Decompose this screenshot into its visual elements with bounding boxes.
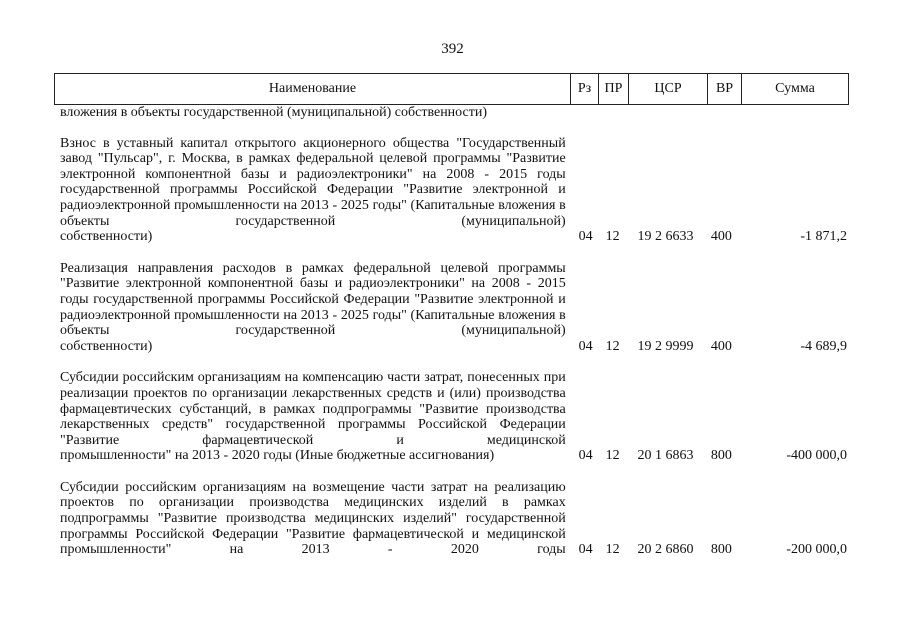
row-pr: 12 — [605, 229, 620, 245]
row-name-text: Взнос в уставный капитал открытого акционерного общества "Государственный завод "Пульсар", г. Москва, в рамках федеральной целевой программы "Развитие электронной компонентной базы и радиоэлектроники" на 2008 - 2015 годы государственной программы Российской Федерации "Развитие электронной и радиоэлектронной промышленности на 2013 - 2025 годы" (Капитальные вложения в объекты государственной (муниципальной) — [60, 135, 566, 229]
row-sum: -200 000,0 — [786, 542, 847, 558]
column-header-csr: ЦСР — [628, 74, 707, 104]
row-name — [60, 480, 566, 558]
page-number: 392 — [441, 41, 464, 57]
row-vr: 800 — [710, 542, 732, 558]
row-name — [60, 261, 566, 355]
row-name-last-line: промышленности" на 2013 - 2020 годы (Иные бюджетные ассигнования) — [60, 448, 495, 464]
row-rz: 04 — [578, 338, 593, 354]
row-pr: 12 — [605, 448, 620, 464]
table-body — [60, 105, 849, 558]
row-name-last-line: собственности) — [60, 229, 153, 245]
table-row — [60, 370, 849, 464]
table-row — [60, 136, 849, 245]
row-csr: 20 1 6863 — [637, 448, 694, 464]
row-pr: 12 — [605, 338, 620, 354]
table-row — [60, 480, 849, 558]
row-pr: 12 — [605, 542, 620, 558]
row-name-text: Субсидии российским организациям на компенсацию части затрат, понесенных при реализации проектов по организации лекарственных средств и (или) производства фармацевтических субстанций, в рамках подпрограммы "Развитие производства лекарственных средств" государственной программы Российской Федерации "Развитие фармацевтической и медицинской — [60, 370, 566, 448]
row-csr: 19 2 9999 — [637, 338, 694, 354]
row-csr: 19 2 6633 — [637, 229, 694, 245]
table-row — [60, 261, 849, 355]
row-rz: 04 — [578, 542, 593, 558]
column-header-vr: ВР — [707, 74, 741, 104]
column-header-sum: Сумма — [741, 74, 848, 104]
row-sum: -400 000,0 — [786, 448, 847, 464]
row-rz: 04 — [578, 229, 593, 245]
row-name-text: Субсидии российским организациям на возмещение части затрат на реализацию проектов по организации производства медицинских изделий в рамках подпрограммы "Развитие производства медицинских изделий" государственной программы Российской Федерации "Развитие фармацевтической и медицинской промышленности" на 2013 - 2020 годы — [60, 479, 566, 558]
row-vr: 400 — [710, 338, 732, 354]
table-header — [54, 73, 849, 105]
row-name-last-line: собственности) — [60, 338, 153, 354]
row-name — [60, 370, 566, 464]
row-sum: -4 689,9 — [800, 338, 847, 354]
column-header-name: Наименование — [268, 81, 357, 96]
row-name — [60, 136, 566, 245]
row-rz: 04 — [578, 448, 593, 464]
row-name-text: Реализация направления расходов в рамках федеральной целевой программы "Развитие электронной компонентной базы и радиоэлектроники" на 2008 - 2015 годы государственной программы Российской Федерации "Развитие электронной и радиоэлектронной промышленности на 2013 - 2025 годы" (Капитальные вложения в объекты государственной (муниципальной) — [60, 260, 566, 339]
column-header-pr: ПР — [598, 74, 628, 104]
row-sum: -1 871,2 — [800, 229, 847, 245]
column-header-rz: Рз — [570, 74, 598, 104]
row-csr: 20 2 6860 — [637, 542, 694, 558]
continuation-text: вложения в объекты государственной (муниципальной) собственности) — [60, 105, 488, 120]
row-vr: 400 — [710, 229, 732, 245]
row-vr: 800 — [710, 448, 732, 464]
